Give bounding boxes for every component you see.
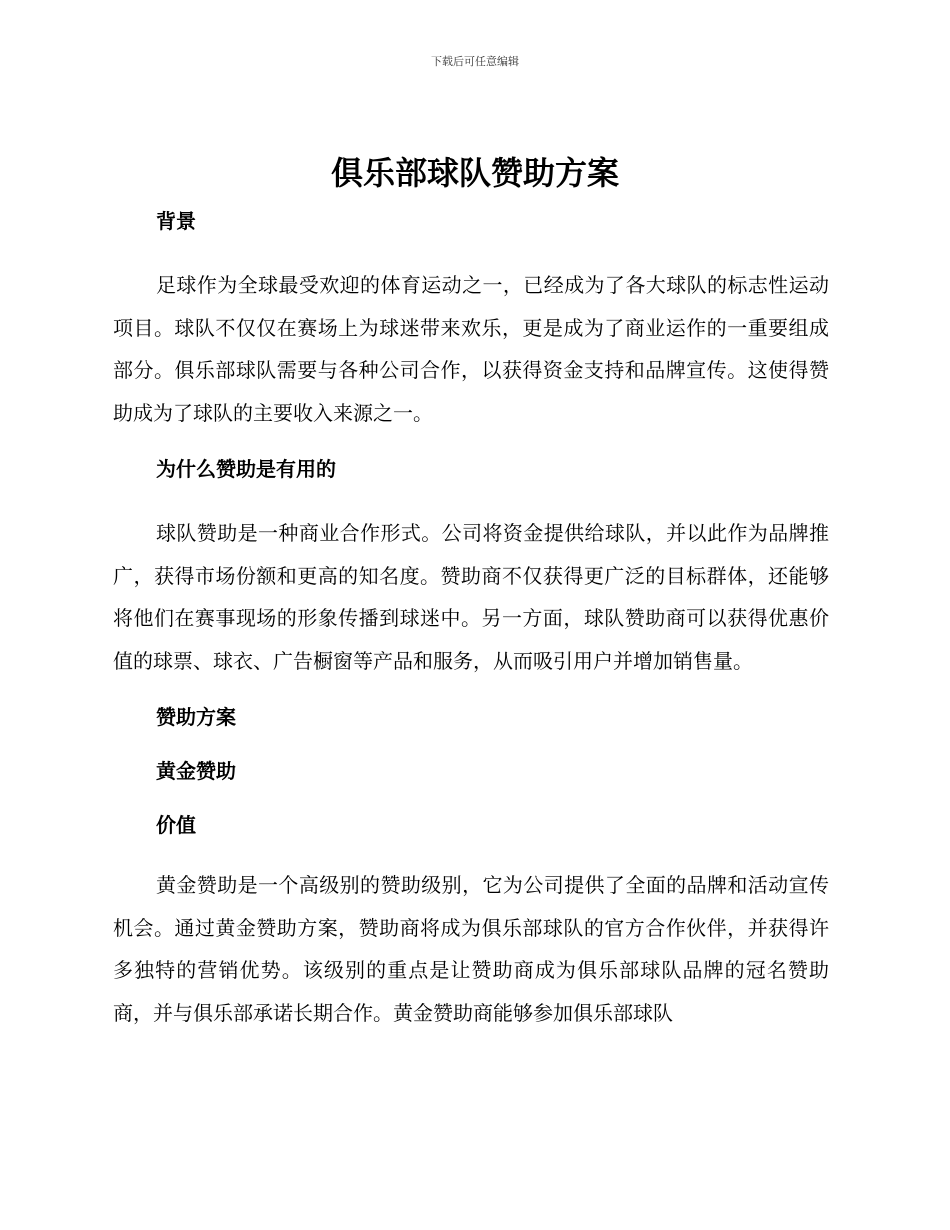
paragraph-gold-value: 黄金赞助是一个高级别的赞助级别，它为公司提供了全面的品牌和活动宣传机会。通过黄金赞助方案，赞助商将成为俱乐部球队的官方合作伙伴，并获得许多独特的营销优势。该级别的重点是让赞助商成为俱乐部球队品牌的冠名赞助商，并与俱乐部承诺长期合作。黄金赞助商能够参加俱乐部球队 bbox=[113, 873, 829, 1025]
section-heading-why-sponsorship: 为什么赞助是有用的 bbox=[156, 457, 336, 481]
document-body bbox=[113, 200, 829, 1034]
header-note: 下载后可任意编辑 bbox=[431, 55, 519, 68]
section-heading-background: 背景 bbox=[156, 209, 196, 233]
paragraph-why-sponsorship: 球队赞助是一种商业合作形式。公司将资金提供给球队，并以此作为品牌推广，获得市场份额和更高的知名度。赞助商不仅获得更广泛的目标群体，还能够将他们在赛事现场的形象传播到球迷中。另一方面，球队赞助商可以获得优惠价值的球票、球衣、广告橱窗等产品和服务，从而吸引用户并增加销售量。 bbox=[113, 521, 829, 673]
section-heading-gold-sponsorship: 黄金赞助 bbox=[156, 759, 236, 783]
section-heading-sponsorship-plan: 赞助方案 bbox=[156, 705, 236, 729]
document-title: 俱乐部球队赞助方案 bbox=[330, 154, 619, 192]
paragraph-background: 足球作为全球最受欢迎的体育运动之一，已经成为了各大球队的标志性运动项目。球队不仅仅在赛场上为球迷带来欢乐，更是成为了商业运作的一重要组成部分。俱乐部球队需要与各种公司合作，以获得资金支持和品牌宣传。这使得赞助成为了球队的主要收入来源之一。 bbox=[113, 273, 829, 425]
section-heading-value: 价值 bbox=[156, 813, 196, 837]
